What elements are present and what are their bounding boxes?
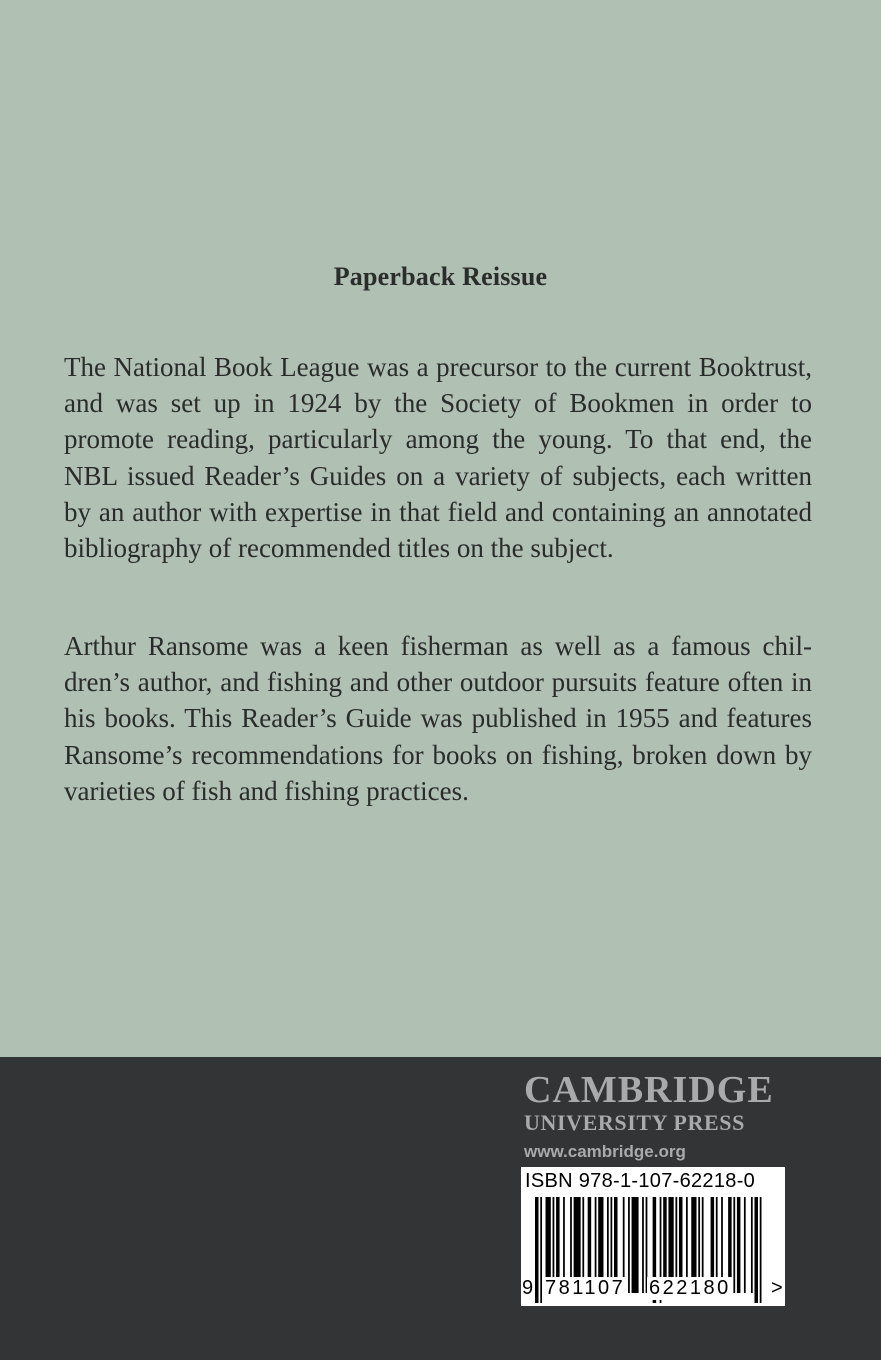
isbn-barcode [521, 1167, 785, 1306]
blurb-paragraph-1: The National Book League was a precursor to the current Booktrust, and was set up in 1924 by the Society of Bookmen in order to promote reading, particularly among the young. To that end, the NBL issued Reader’s Guides on a variety of subjects, each written by an author with expertise in that field and containing an annotated bibliography of recommended titles on the subject. [64, 352, 812, 564]
barcode-bar [751, 1197, 753, 1293]
publisher-logo [524, 1070, 784, 1162]
barcode-bar [628, 1197, 630, 1293]
isbn-label: ISBN 978-1-107-62218-0 [525, 1170, 756, 1192]
barcode-bar [754, 1197, 758, 1303]
barcode-bar [535, 1197, 539, 1303]
publisher-subname: UNIVERSITY PRESS [524, 1110, 745, 1135]
edition-heading: Paperback Reissue [333, 262, 548, 291]
barcode-bar [737, 1197, 741, 1293]
barcode-first-digit: 9 [522, 1277, 534, 1299]
barcode-bar [760, 1197, 762, 1303]
barcode-digit-group-1: 781107 [545, 1277, 626, 1299]
barcode-bar [733, 1197, 735, 1293]
publisher-name: CAMBRIDGE [524, 1069, 774, 1111]
barcode-arrow: > [771, 1277, 783, 1299]
barcode-bar [540, 1197, 542, 1303]
barcode-digit-group-2: 622180 [649, 1277, 731, 1299]
barcode-bar [744, 1197, 746, 1293]
barcode-bar [632, 1197, 639, 1293]
publisher-url: www.cambridge.org [524, 1142, 686, 1161]
blurb-paragraph-2: Arthur Ransome was a keen fisherman as well as a famous children’s author, and fishing and other outdoor pursuits feature often in his books. This Reader’s Guide was published in 1955 and features Ransome’s recommendations for books on fishing, broken down by varieties of fish and fishing practices. [64, 631, 812, 806]
barcode-bar [642, 1197, 644, 1293]
